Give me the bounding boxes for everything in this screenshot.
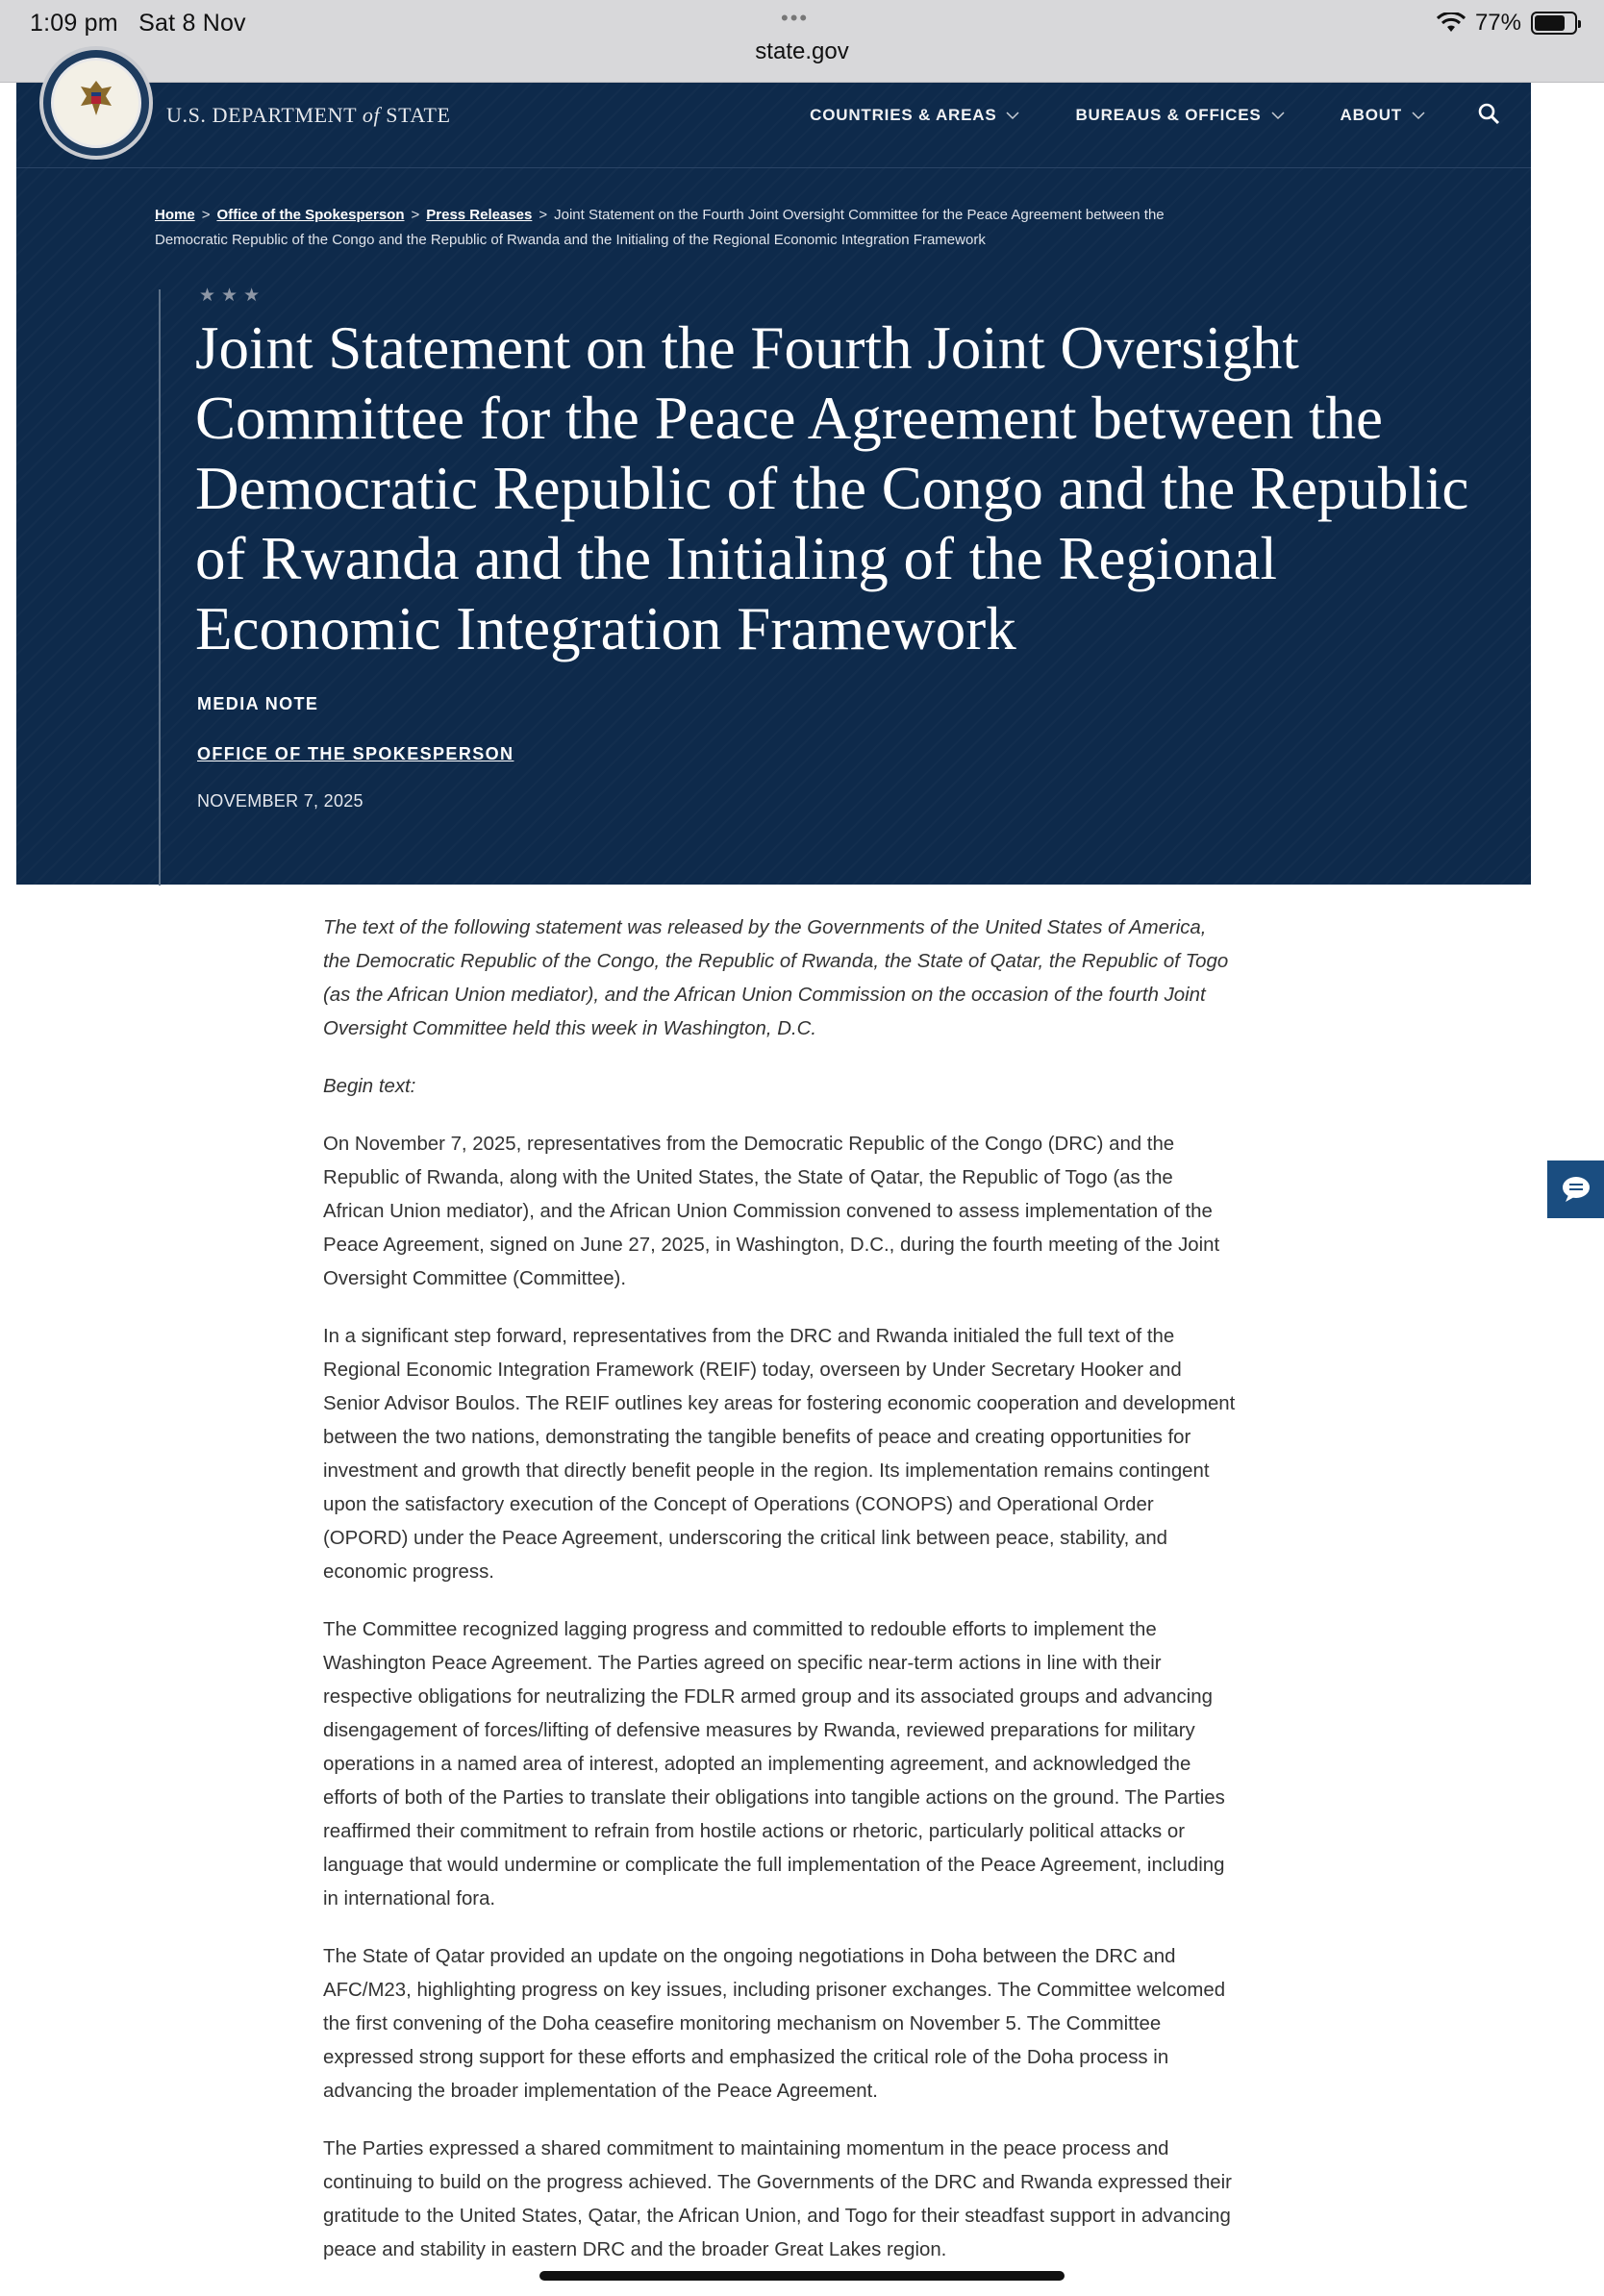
- article-paragraph: The State of Qatar provided an update on the ongoing negotiations in Doha between the DRC and AFC/M23, highlighting progress on key issues, including prisoner exchanges. The Committee welcomed the first convening of the Doha ceasefire monitoring mechanism on November 5. The Committee expressed strong support for these efforts and emphasized the critical role of the Doha process in advancing the broader implementation of the Peace Agreement.: [323, 1946, 1226, 2102]
- chat-feedback-button[interactable]: [1547, 1160, 1604, 1218]
- begin-text: Begin text:: [323, 1076, 416, 1097]
- article-body: [323, 911, 1237, 2291]
- chevron-down-icon: [1006, 111, 1019, 120]
- publish-date: NOVEMBER 7, 2025: [197, 791, 363, 811]
- battery-percent: 77%: [1474, 10, 1521, 36]
- status-bar: [0, 0, 1604, 83]
- breadcrumb-home[interactable]: Home: [155, 207, 195, 223]
- nav-bureaus-offices[interactable]: BUREAUS & OFFICES: [1075, 106, 1284, 125]
- breadcrumb: Home > Office of the Spokesperson > Press Releases > Joint Statement on the Fourth Joint Oversight Committee for the Peace Agreement between the Democratic Republic of the Congo and the Republic of Rwanda and the Initialing of the Regional Economic Integration Framework: [155, 207, 1165, 248]
- search-icon[interactable]: [1475, 100, 1504, 129]
- chevron-down-icon: [1271, 111, 1285, 120]
- breadcrumb-office-spokesperson[interactable]: Office of the Spokesperson: [216, 207, 405, 223]
- article-intro: The text of the following statement was released by the Governments of the United States of America, the Democratic Republic of the Congo, the Republic of Rwanda, the State of Qatar, the Republic of Togo (as the African Union mediator), and the African Union Commission on the occasion of the fourth Joint Oversight Committee held this week in Washington, D.C.: [323, 917, 1229, 1039]
- article-paragraph: The Committee recognized lagging progress and committed to redouble efforts to implement the Washington Peace Agreement. The Parties agreed on specific near-term actions in line with their respective obligations for neutralizing the FDLR armed group and its associated groups and advancing disengagement of forces/lifting of defensive measures by Rwanda, reviewed preparations for military operations in a named area of interest, adopted an implementing agreement, and acknowledged the efforts of both of the Parties to translate their obligations into tangible actions on the ground. The Parties reaffirmed their commitment to refrain from hostile actions or rhetoric, particularly political attacks or language that would undermine or complicate the full implementation of the Peace Agreement, including in international fora.: [323, 1619, 1225, 1909]
- article-type: MEDIA NOTE: [197, 694, 319, 713]
- stars-decoration: ★★★: [199, 286, 266, 306]
- top-navigation: [16, 83, 1531, 168]
- home-indicator[interactable]: [539, 2271, 1065, 2281]
- breadcrumb-current: Joint Statement on the Fourth Joint Oversight Committee for the Peace Agreement between the Democratic Republic of the Congo and the Republic of Rwanda and the Initialing of the Regional Economic Integration Framework: [155, 207, 1165, 248]
- breadcrumb-press-releases[interactable]: Press Releases: [426, 207, 533, 223]
- nav-countries-areas[interactable]: COUNTRIES & AREAS: [810, 106, 1019, 125]
- status-indicators: [1437, 10, 1577, 37]
- article-paragraph: On November 7, 2025, representatives from the Democratic Republic of the Congo (DRC) and the Republic of Rwanda, along with the United States, the State of Qatar, the Republic of Togo (as the African Union mediator), and the African Union Commission convened to assess implementation of the Peace Agreement, signed on June 27, 2025, in Washington, D.C., during the fourth meeting of the Joint Oversight Committee (Committee).: [323, 1134, 1220, 1289]
- nav-about[interactable]: ABOUT: [1341, 106, 1425, 125]
- wifi-icon: [1437, 12, 1466, 34]
- address-bar-url[interactable]: state.gov: [755, 38, 849, 64]
- chat-bubble-icon: [1561, 1175, 1591, 1204]
- article-paragraph: The Parties expressed a shared commitment to maintaining momentum in the peace process and continuing to build on the progress achieved. The Governments of the DRC and Rwanda expressed their gratitude to the United States, Qatar, the African Union, and Togo for their steadfast support in advancing peace and stability in eastern DRC and the broader Great Lakes region.: [323, 2138, 1232, 2260]
- great-seal-icon[interactable]: [39, 46, 153, 160]
- chevron-down-icon: [1412, 111, 1425, 120]
- main-menu: [810, 106, 1425, 125]
- battery-icon: [1531, 12, 1577, 35]
- multitasking-dots[interactable]: •••: [781, 6, 810, 30]
- office-link[interactable]: OFFICE OF THE SPOKESPERSON: [197, 744, 514, 763]
- site-brand[interactable]: U.S. DEPARTMENT of STATE: [166, 103, 451, 127]
- article-paragraph: In a significant step forward, representatives from the DRC and Rwanda initialed the full text of the Regional Economic Integration Framework (REIF) today, overseen by Under Secretary Hooker and Senior Advisor Boulos. The REIF outlines key areas for fostering economic cooperation and development between the two nations, demonstrating the tangible benefits of peace and creating opportunities for investment and growth that directly benefit people in the region. Its implementation remains contingent upon the satisfactory execution of the Concept of Operations (CONOPS) and Operational Order (OPORD) under the Peace Agreement, underscoring the critical link between peace, stability, and economic progress.: [323, 1326, 1236, 1583]
- page-title: Joint Statement on the Fourth Joint Oversight Committee for the Peace Agreement between the Democratic Republic of the Congo and the Republic of Rwanda and the Initialing of the Regional Economic Integration Framework: [195, 314, 1469, 662]
- page-header: [16, 83, 1531, 885]
- status-time-date: 1:09 pm Sat 8 Nov: [30, 10, 246, 37]
- eagle-icon: [75, 77, 117, 119]
- title-divider: [159, 289, 161, 886]
